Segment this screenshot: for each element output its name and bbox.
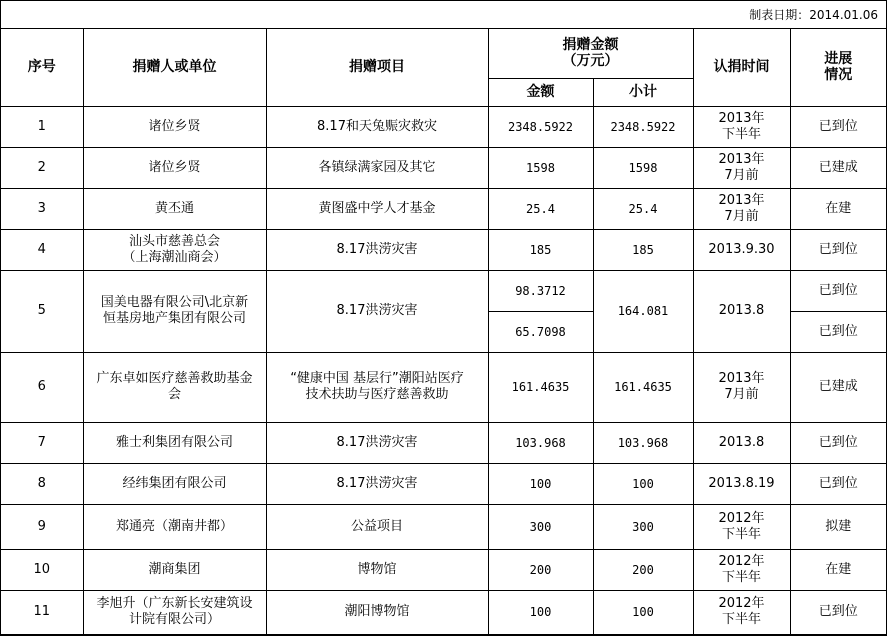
donor-cell	[83, 504, 266, 549]
project-cell	[266, 590, 488, 634]
project-cell-line: 公益项目	[350, 518, 403, 534]
header-subtotal: 小计	[593, 78, 693, 106]
amount-cell-line: 100	[529, 605, 552, 619]
progress-cell-line: 已建成	[818, 379, 858, 394]
time-cell-line: 7月前	[724, 167, 759, 183]
amount-cell	[488, 422, 593, 463]
donor-cell-line: 广东卓如医疗慈善救助基金	[96, 371, 253, 386]
seq-cell-line: 11	[33, 604, 51, 619]
amount-cell	[488, 352, 593, 422]
time-cell	[693, 590, 790, 634]
progress-cell-line: 已到位	[818, 475, 858, 491]
donation-table	[1, 29, 886, 635]
project-cell-line: “健康中国 基层行”潮阳站医疗	[290, 371, 464, 386]
project-cell	[266, 229, 488, 270]
table-row	[1, 188, 886, 229]
project-cell-line: 博物馆	[357, 561, 397, 577]
project-cell-line: 8.17和天兔赈灾救灾	[317, 118, 437, 134]
subtotal-cell	[593, 549, 693, 590]
donor-cell-line: 汕头市慈善总会	[128, 233, 220, 249]
header-progress	[790, 29, 886, 106]
seq-cell	[1, 270, 83, 352]
progress-cell-line: 已到位	[818, 434, 858, 450]
amount-cell-line: 2348.5922	[507, 119, 574, 134]
amount-cell	[488, 590, 593, 634]
donor-cell-line: 诸位乡贤	[148, 118, 201, 134]
seq-cell	[1, 504, 83, 549]
progress-cell	[790, 352, 886, 422]
time-cell-line: 2013.9.30	[708, 241, 775, 257]
time-cell-line: 下半年	[721, 126, 761, 142]
table-row	[1, 270, 886, 311]
subtotal-cell-line: 185	[632, 242, 654, 257]
amount-cell-line: 100	[529, 476, 552, 491]
time-cell-line: 7月前	[724, 387, 759, 402]
donor-cell	[83, 106, 266, 147]
header-amount-group	[488, 29, 693, 78]
amount-cell-line: 103.968	[515, 435, 566, 450]
amount-cell-line: 1598	[526, 160, 555, 175]
project-cell-line: 8.17洪涝灾害	[336, 241, 418, 257]
subtotal-cell	[593, 229, 693, 270]
progress-cell	[790, 188, 886, 229]
project-cell	[266, 422, 488, 463]
amount-cell	[488, 147, 593, 188]
time-cell	[693, 147, 790, 188]
project-cell	[266, 504, 488, 549]
donor-cell	[83, 590, 266, 634]
seq-cell	[1, 590, 83, 634]
seq-cell-line: 5	[37, 303, 46, 318]
time-cell	[693, 504, 790, 549]
amount-cell-line: 300	[529, 519, 552, 534]
header-amount-group-label: 捐赠金额	[562, 37, 619, 54]
seq-cell-line: 4	[37, 241, 46, 257]
amount-cell-line: 65.7098	[515, 324, 566, 339]
subtotal-cell-line: 103.968	[617, 435, 669, 450]
seq-cell-line: 6	[37, 379, 46, 394]
table-row	[1, 352, 886, 422]
project-cell-line: 各镇绿满家园及其它	[318, 159, 436, 175]
progress-cell-line: 已到位	[818, 604, 858, 619]
time-cell-line: 2013.8.19	[708, 475, 775, 491]
seq-cell-line: 10	[33, 561, 51, 577]
time-cell	[693, 352, 790, 422]
progress-cell	[790, 229, 886, 270]
donor-cell	[83, 549, 266, 590]
time-cell	[693, 463, 790, 504]
header-project: 捐赠项目	[266, 29, 488, 106]
progress-cell-line: 已建成	[818, 159, 858, 175]
donor-cell-line: （上海潮汕商会）	[122, 249, 227, 265]
time-cell-line: 2013.8	[718, 434, 765, 450]
progress-cell	[790, 422, 886, 463]
time-cell-line: 7月前	[724, 208, 759, 224]
time-cell	[693, 188, 790, 229]
seq-cell	[1, 188, 83, 229]
table-row	[1, 549, 886, 590]
donor-cell-line: 潮商集团	[148, 561, 201, 577]
amount-cell	[488, 188, 593, 229]
seq-cell	[1, 229, 83, 270]
amount-cell	[488, 106, 593, 147]
table-row	[1, 147, 886, 188]
seq-cell-line: 9	[37, 518, 46, 534]
progress-cell-line: 在建	[825, 200, 852, 216]
time-cell-line: 下半年	[721, 526, 761, 542]
time-cell-line: 2013年	[718, 371, 765, 386]
seq-cell	[1, 463, 83, 504]
amount-cell	[488, 270, 593, 311]
amount-cell-line: 25.4	[526, 201, 555, 216]
seq-cell	[1, 422, 83, 463]
table-row	[1, 590, 886, 634]
donor-cell-line: 会	[167, 387, 181, 402]
seq-cell	[1, 549, 83, 590]
project-cell-line: 黄图盛中学人才基金	[318, 200, 436, 216]
progress-cell	[790, 463, 886, 504]
donor-cell-line: 经纬集团有限公司	[122, 475, 227, 491]
table-row	[1, 106, 886, 147]
time-cell-line: 2012年	[718, 553, 765, 569]
header-donor: 捐赠人或单位	[83, 29, 266, 106]
subtotal-cell-line: 300	[632, 519, 654, 534]
subtotal-cell	[593, 504, 693, 549]
progress-cell	[790, 504, 886, 549]
amount-cell	[488, 504, 593, 549]
project-cell	[266, 549, 488, 590]
donor-cell	[83, 422, 266, 463]
table-row	[1, 422, 886, 463]
progress-cell	[790, 270, 886, 311]
time-cell-line: 2012年	[718, 510, 765, 526]
subtotal-cell-line: 2348.5922	[610, 119, 676, 134]
project-cell	[266, 270, 488, 352]
subtotal-cell	[593, 147, 693, 188]
time-cell-line: 2013年	[718, 110, 765, 126]
time-cell-line: 下半年	[721, 569, 761, 585]
seq-cell	[1, 352, 83, 422]
donor-cell	[83, 147, 266, 188]
donor-cell-line: 国美电器有限公司\北京新	[100, 295, 249, 310]
seq-cell	[1, 147, 83, 188]
progress-cell	[790, 106, 886, 147]
subtotal-cell-line: 200	[632, 562, 654, 577]
time-cell-line: 2013年	[718, 151, 765, 167]
table-row	[1, 463, 886, 504]
progress-cell	[790, 147, 886, 188]
progress-cell-line: 在建	[825, 561, 852, 577]
seq-cell-line: 8	[37, 475, 46, 491]
table-row	[1, 504, 886, 549]
project-cell	[266, 463, 488, 504]
donor-cell-line: 郑通亮（潮南井都）	[115, 518, 233, 534]
seq-cell-line: 2	[37, 159, 46, 175]
seq-cell-line: 7	[37, 434, 46, 450]
donor-cell-line: 雅士利集团有限公司	[115, 434, 233, 450]
progress-cell-line: 已到位	[818, 323, 858, 339]
amount-cell-line: 98.3712	[515, 283, 566, 298]
header-amount: 金额	[488, 78, 593, 106]
seq-cell-line: 1	[37, 118, 46, 134]
donor-cell-line: 黄丕通	[154, 200, 194, 216]
project-cell	[266, 352, 488, 422]
subtotal-cell-line: 100	[632, 605, 654, 619]
project-cell-line: 8.17洪涝灾害	[336, 303, 418, 318]
subtotal-cell	[593, 270, 693, 352]
time-cell	[693, 229, 790, 270]
time-cell-line: 下半年	[721, 612, 761, 627]
subtotal-cell	[593, 422, 693, 463]
progress-cell	[790, 549, 886, 590]
time-cell-line: 2012年	[718, 596, 765, 611]
subtotal-cell-line: 100	[632, 476, 654, 491]
subtotal-cell	[593, 106, 693, 147]
project-cell-line: 潮阳博物馆	[344, 604, 410, 619]
amount-cell	[488, 311, 593, 352]
amount-cell	[488, 229, 593, 270]
progress-cell-line: 已到位	[818, 282, 858, 298]
progress-cell-line: 已到位	[818, 118, 858, 134]
project-cell	[266, 188, 488, 229]
date-label: 制表日期：2014.01.06	[1, 1, 886, 29]
amount-cell-line: 185	[529, 242, 552, 257]
donor-cell-line: 诸位乡贤	[148, 159, 201, 175]
header-time: 认捐时间	[693, 29, 790, 106]
project-cell-line: 技术扶助与医疗慈善救助	[305, 387, 449, 402]
donor-cell-line: 恒基房地产集团有限公司	[102, 311, 246, 326]
subtotal-cell-line: 25.4	[628, 201, 658, 216]
project-cell	[266, 147, 488, 188]
time-cell	[693, 549, 790, 590]
table-row	[1, 229, 886, 270]
amount-cell	[488, 463, 593, 504]
progress-cell	[790, 590, 886, 634]
amount-cell-line: 161.4635	[511, 380, 570, 394]
time-cell	[693, 422, 790, 463]
header-amount-unit: （万元）	[562, 53, 619, 70]
subtotal-cell	[593, 188, 693, 229]
time-cell	[693, 270, 790, 352]
donor-cell	[83, 270, 266, 352]
seq-cell	[1, 106, 83, 147]
project-cell-line: 8.17洪涝灾害	[336, 434, 418, 450]
seq-cell-line: 3	[37, 200, 46, 216]
donor-cell	[83, 229, 266, 270]
progress-cell	[790, 311, 886, 352]
donor-cell	[83, 352, 266, 422]
subtotal-cell	[593, 352, 693, 422]
subtotal-cell-line: 161.4635	[614, 380, 672, 394]
subtotal-cell	[593, 463, 693, 504]
subtotal-cell-line: 164.081	[617, 304, 669, 318]
header-progress-line2: 情况	[824, 67, 853, 84]
progress-cell-line: 已到位	[818, 241, 858, 257]
amount-cell	[488, 549, 593, 590]
header-seq: 序号	[1, 29, 83, 106]
progress-cell-line: 拟建	[825, 518, 852, 534]
subtotal-cell-line: 1598	[628, 160, 658, 175]
donor-cell-line: 计院有限公司）	[128, 612, 220, 627]
donor-cell	[83, 188, 266, 229]
donor-cell-line: 李旭升（广东新长安建筑设	[96, 596, 253, 611]
time-cell-line: 2013.8	[718, 303, 765, 318]
subtotal-cell	[593, 590, 693, 634]
amount-cell-line: 200	[529, 562, 552, 577]
time-cell	[693, 106, 790, 147]
header-progress-line1: 进展	[824, 51, 853, 68]
project-cell	[266, 106, 488, 147]
table-body	[1, 106, 886, 634]
donor-cell	[83, 463, 266, 504]
time-cell-line: 2013年	[718, 192, 765, 208]
project-cell-line: 8.17洪涝灾害	[336, 475, 418, 491]
